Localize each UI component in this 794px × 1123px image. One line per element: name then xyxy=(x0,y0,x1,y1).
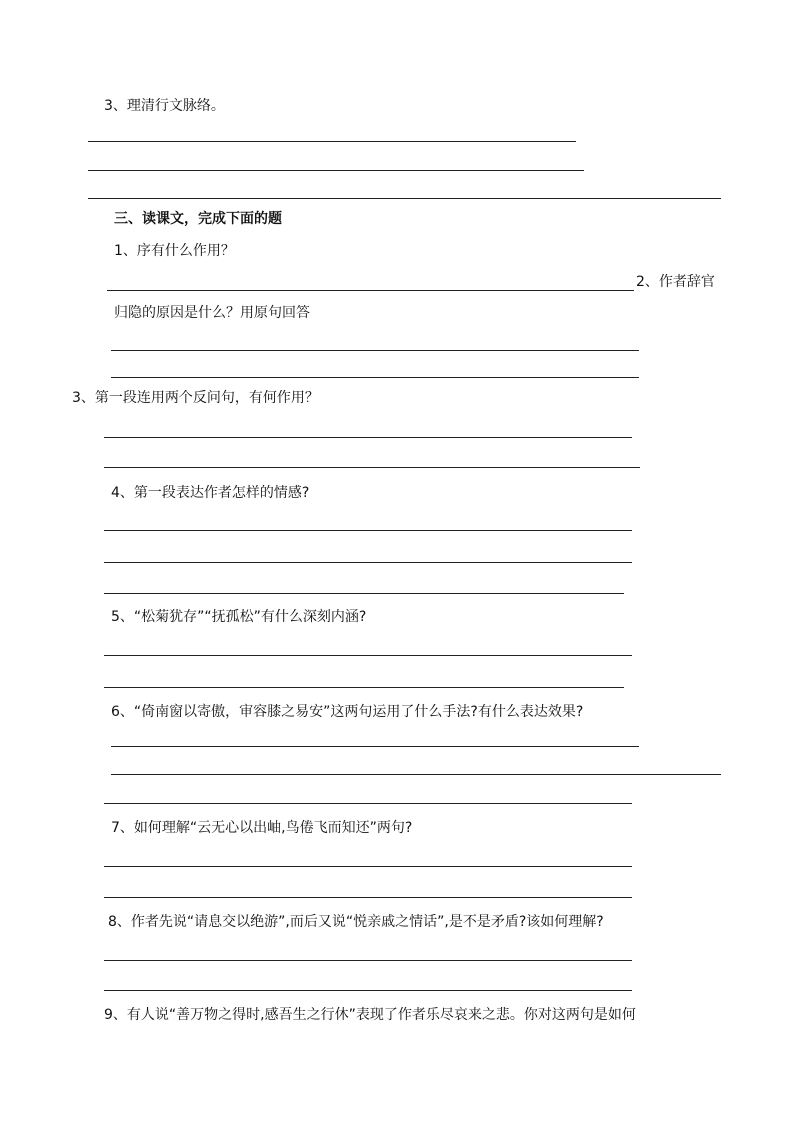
answer-line xyxy=(104,866,632,867)
section-3-question-9: 9、有人说“善万物之得时,感吾生之行休”表现了作者乐尽哀来之悲。你对这两句是如何 xyxy=(104,1007,636,1023)
answer-line xyxy=(104,593,624,594)
answer-line xyxy=(88,170,584,171)
answer-line xyxy=(104,803,632,804)
answer-line xyxy=(104,687,624,688)
section-3-question-2-start: 2、作者辞官 xyxy=(636,274,715,290)
answer-line xyxy=(111,774,721,775)
answer-line xyxy=(104,960,632,961)
answer-line xyxy=(111,746,639,747)
answer-line xyxy=(104,437,632,438)
section-3-question-8: 8、作者先说“请息交以绝游”,而后又说“悦亲戚之情话”,是不是矛盾?该如何理解? xyxy=(108,914,604,930)
section-3-question-5: 5、“松菊犹存”“抚孤松”有什么深刻内涵? xyxy=(111,609,367,625)
answer-line xyxy=(88,198,721,199)
answer-line xyxy=(104,655,632,656)
section-3-question-6: 6、“倚南窗以寄傲，审容膝之易安”这两句运用了什么手法?有什么表达效果? xyxy=(111,704,584,720)
answer-line xyxy=(111,350,639,351)
answer-line xyxy=(104,990,632,991)
answer-line xyxy=(104,467,640,468)
section-3-question-4: 4、第一段表达作者怎样的情感? xyxy=(111,485,310,501)
section-3-question-3: 3、第一段连用两个反问句，有何作用？ xyxy=(72,390,319,406)
answer-line xyxy=(104,897,632,898)
question-3-outline: 3、理清行文脉络。 xyxy=(104,98,225,114)
section-3-question-2-continued: 归隐的原因是什么？用原句回答 xyxy=(114,305,310,321)
answer-line xyxy=(111,377,639,378)
answer-line xyxy=(104,562,632,563)
answer-line xyxy=(88,141,576,142)
answer-line xyxy=(107,290,634,291)
section-3-question-1: 1、序有什么作用？ xyxy=(114,243,235,259)
section-3-title: 三、读课文，完成下面的题 xyxy=(114,211,282,227)
answer-line xyxy=(104,530,632,531)
section-3-question-7: 7、如何理解“云无心以出岫,鸟倦飞而知还”两句? xyxy=(111,820,413,836)
